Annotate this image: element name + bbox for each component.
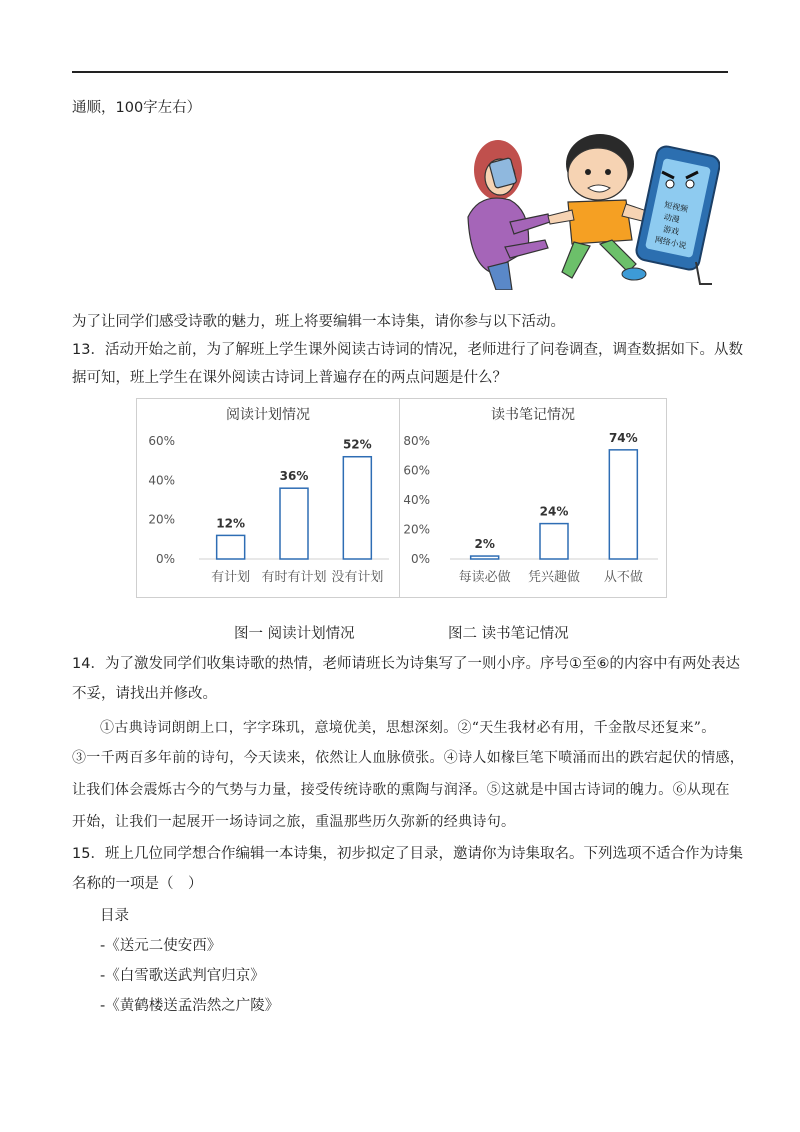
phone-monster-eye-left — [666, 180, 674, 188]
boy-eye-left — [585, 169, 591, 175]
bar — [471, 556, 499, 559]
toc-item-1: -《送元二使安西》 — [100, 938, 222, 954]
q15-line1: 15．班上几位同学想合作编辑一本诗集，初步拟定了目录，邀请你为诗集取名。下列选项不适合作为诗集 — [72, 846, 743, 862]
cartoon-illustration — [450, 122, 720, 290]
toc-item-2: -《白雪歌送武判官归京》 — [100, 968, 265, 984]
q14-line2: 不妥，请找出并修改。 — [72, 686, 217, 702]
header-rule — [72, 71, 728, 73]
y-tick-label: 20% — [148, 512, 175, 527]
x-tick-label: 凭兴趣做 — [527, 570, 581, 585]
figure2-caption: 图二 读书笔记情况 — [448, 626, 569, 642]
y-tick-label: 80% — [403, 434, 430, 448]
q13-line2: 据可知，班上学生在课外阅读古诗词上普遍存在的两点问题是什么？ — [72, 370, 507, 386]
q15-line2: 名称的一项是（ ） — [72, 876, 203, 892]
boy-leg-left — [562, 242, 590, 278]
phone-text-1: 短视频 — [663, 200, 689, 214]
boy-eye-right — [605, 169, 611, 175]
x-tick-label: 没有计划 — [331, 570, 384, 585]
q13-line1: 13．活动开始之前，为了解班上学生课外阅读古诗词的情况，老师进行了问卷调查，调查数据如下。从数 — [72, 342, 743, 358]
data-label: 52% — [342, 437, 372, 452]
bar — [540, 524, 568, 559]
mother-legs — [488, 262, 512, 290]
bar — [217, 535, 245, 559]
chart-reading-plan-svg — [137, 399, 399, 597]
toc-item-3: -《黄鹤楼送孟浩然之广陵》 — [100, 998, 280, 1014]
top-text: 通顺，100字左右） — [72, 100, 202, 116]
data-label: 24% — [539, 504, 569, 519]
data-label: 36% — [279, 469, 309, 484]
q14-passage-4: 开始，让我们一起展开一场诗词之旅，重温那些历久弥新的经典诗句。 — [72, 814, 516, 830]
chart-reading-plan — [136, 398, 400, 598]
boy-leg-right — [600, 240, 636, 272]
boy-shirt — [568, 200, 632, 244]
chart-reading-plan-title: 阅读计划情况 — [226, 407, 310, 423]
q14-passage-2: ③一千两百多年前的诗句，今天读来，依然让人血脉偾张。④诗人如椽巨笔下喷涌而出的跌宕起伏的情感， — [72, 750, 745, 766]
data-label: 2% — [474, 537, 495, 552]
y-tick-label: 20% — [403, 522, 430, 537]
chart-reading-notes-title: 读书笔记情况 — [491, 407, 575, 423]
x-tick-label: 每读必做 — [458, 570, 511, 585]
q14-passage-1: ①古典诗词朗朗上口，字字珠玑，意境优美，思想深刻。②“天生我材必有用，千金散尽还复来”。 — [100, 720, 716, 736]
mother-body — [468, 198, 529, 272]
phone-text-3: 游戏 — [662, 224, 680, 237]
bar — [280, 488, 308, 559]
y-tick-label: 40% — [403, 493, 430, 507]
q14-line1: 14．为了激发同学们收集诗歌的热情，老师请班长为诗集写了一则小序。序号①至⑥的内容中有两处表达 — [72, 656, 740, 672]
x-tick-label: 有时有计划 — [261, 570, 327, 585]
phone-text-4: 网络小说 — [654, 234, 688, 251]
phone-text-2: 动漫 — [662, 212, 681, 225]
y-tick-label: 60% — [148, 434, 175, 448]
bar — [343, 457, 371, 559]
chart-reading-notes-svg — [400, 399, 666, 597]
boy-shoe — [622, 268, 646, 280]
phone-monster-eye-right — [686, 180, 694, 188]
intro-text: 为了让同学们感受诗歌的魅力，班上将要编辑一本诗集，请你参与以下活动。 — [72, 314, 565, 330]
data-label: 74% — [608, 430, 638, 445]
x-tick-label: 从不做 — [603, 570, 643, 585]
data-label: 12% — [216, 516, 246, 531]
chart-reading-notes — [399, 398, 667, 598]
x-tick-label: 有计划 — [211, 570, 251, 585]
bar — [609, 450, 637, 559]
y-tick-label: 0% — [155, 552, 175, 566]
figure1-caption: 图一 阅读计划情况 — [234, 626, 355, 642]
toc-title: 目录 — [100, 908, 129, 924]
q14-passage-3: 让我们体会震烁古今的气势与力量，接受传统诗歌的熏陶与润泽。⑤这就是中国古诗词的魄力。⑥从现在 — [72, 782, 730, 798]
y-tick-label: 60% — [403, 463, 430, 478]
y-tick-label: 0% — [410, 552, 430, 566]
y-tick-label: 40% — [148, 473, 175, 488]
